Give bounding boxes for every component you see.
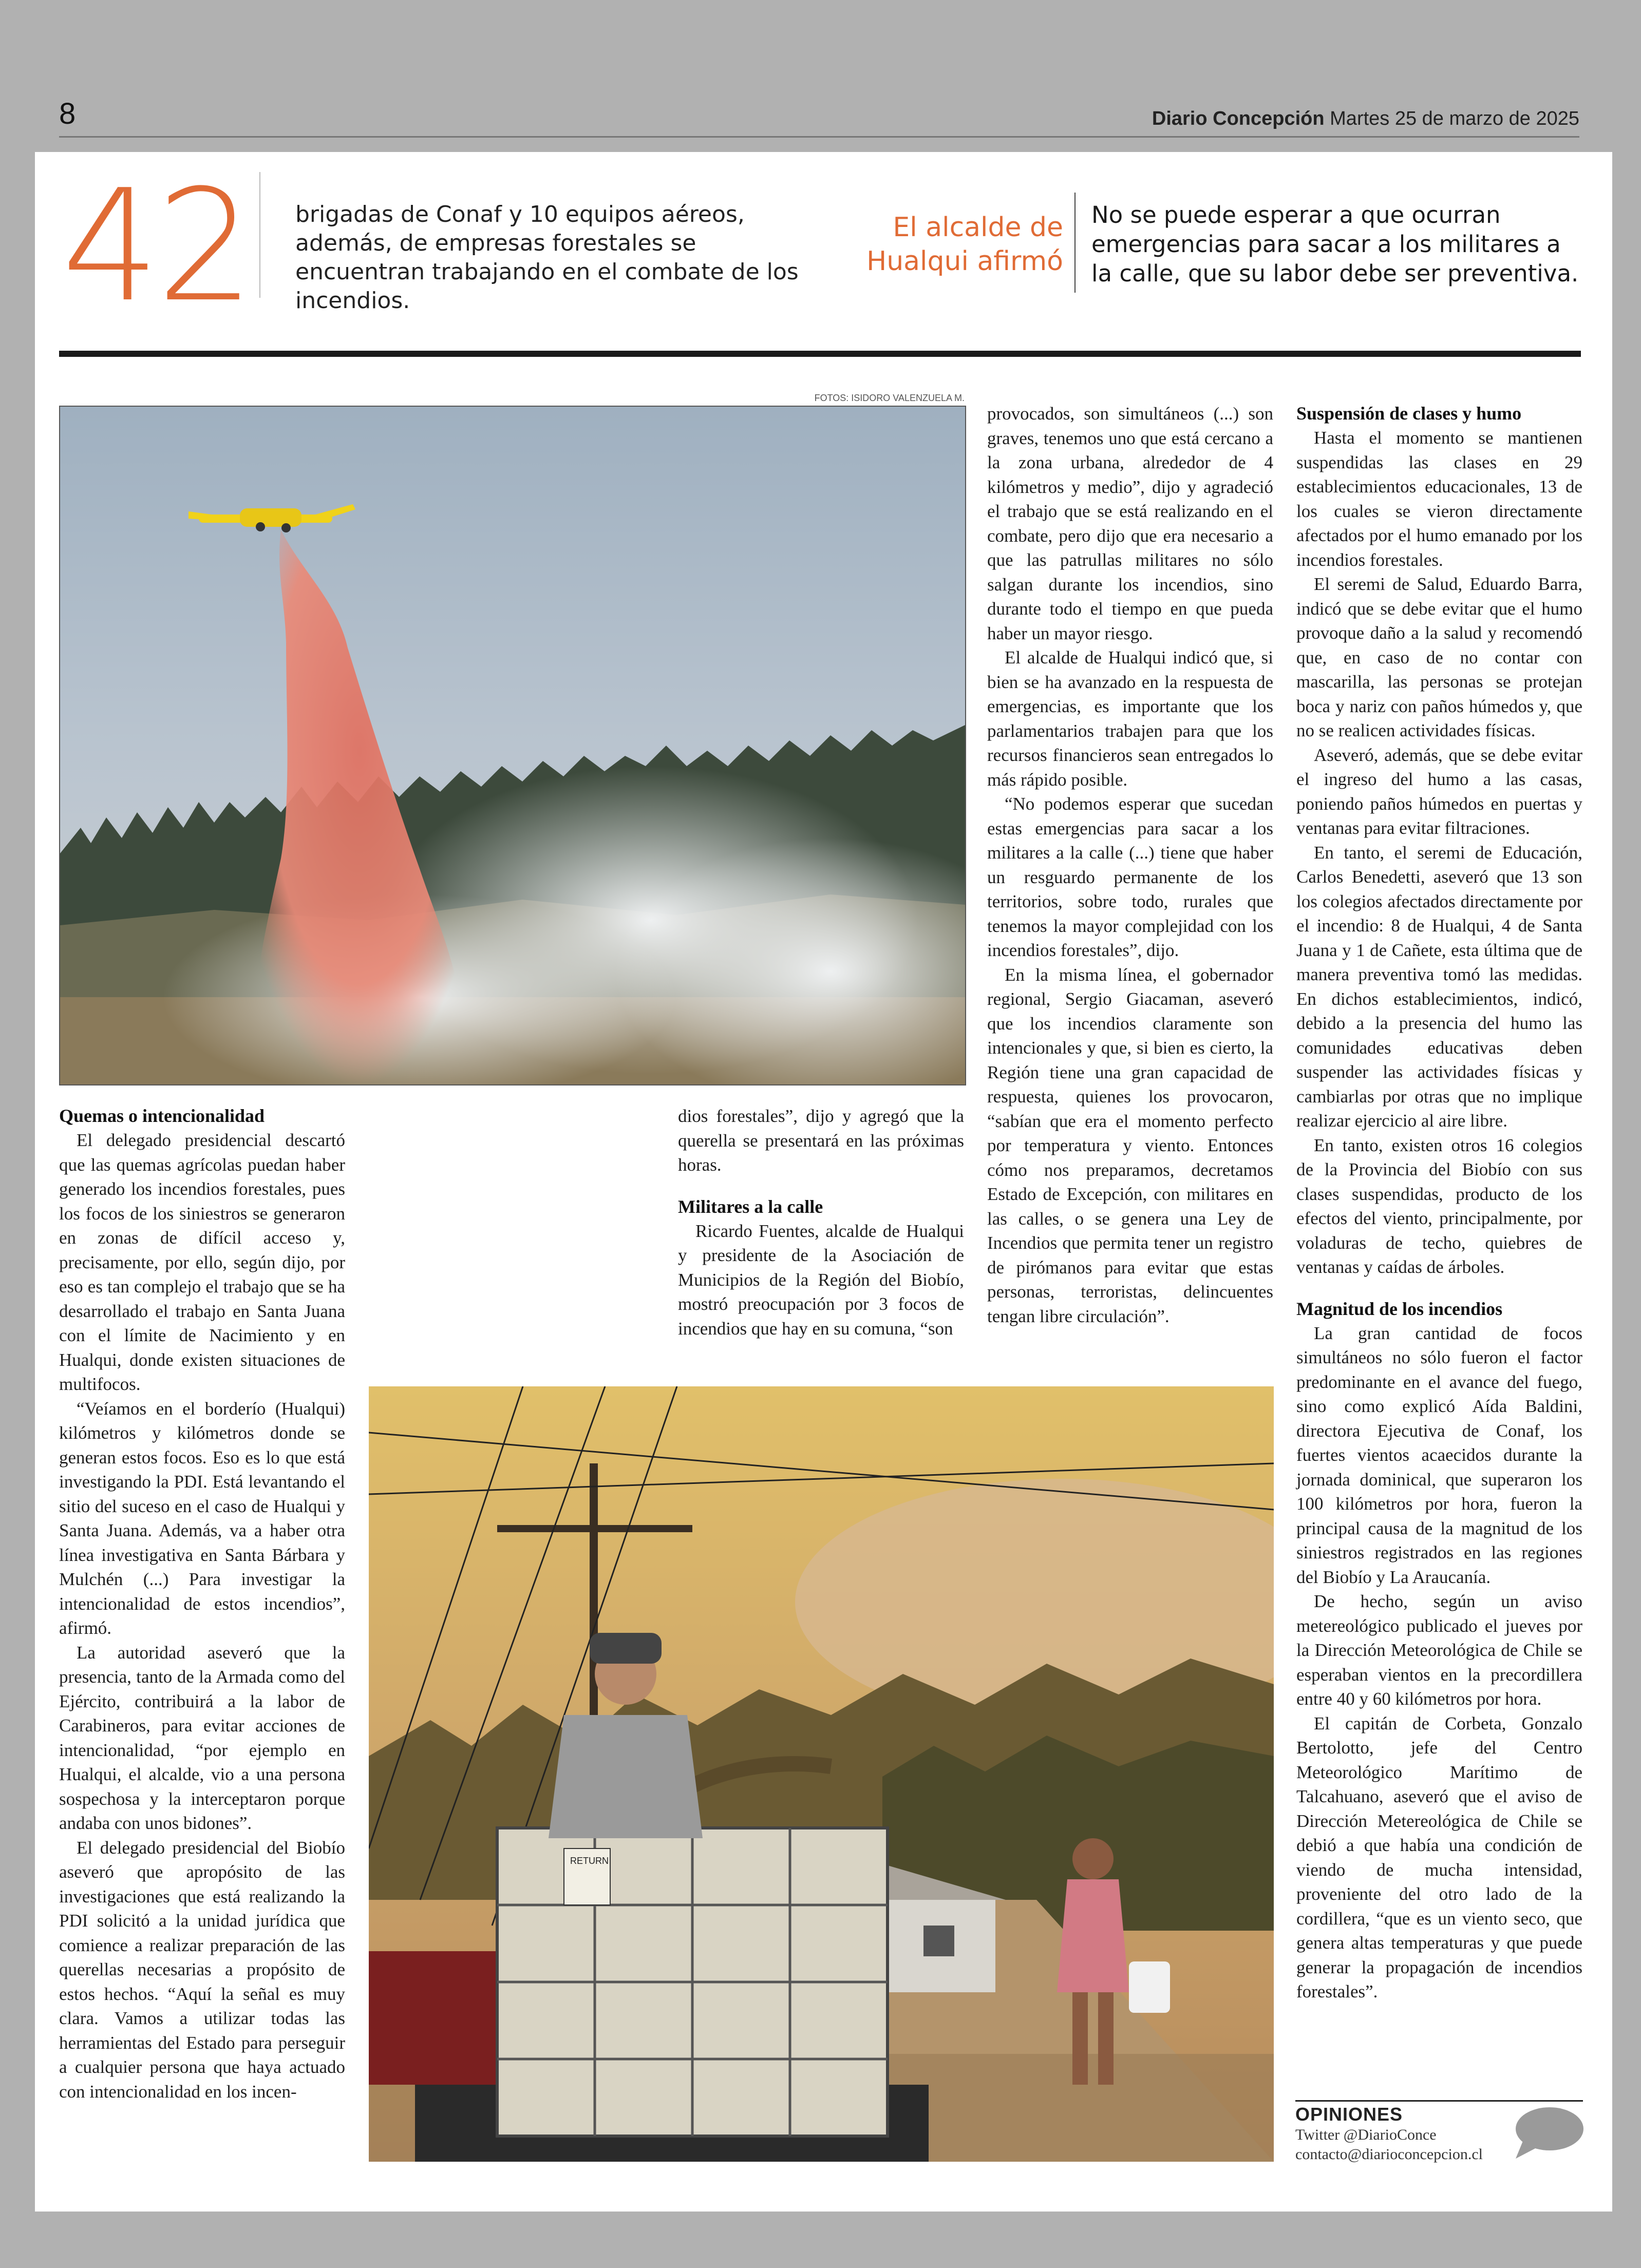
paragraph: En la misma línea, el gobernador regional, Sergio Giacaman, aseveró que los incendios claramente son intencionales y que, si bien es cierto, la Región tiene una gran capacidad de respuesta, quienes los provocaron, “sabían que era el momento perfecto por temperatura y viento. Entonces cómo nos preparamos, decretamos Estado de Excepción, con militares en las calles, o se genera una Ley de Incendios que permita tener un registro de pirómanos para evitar que estas personas, terroristas, delincuentes tengan libre circulación”. (987, 964, 1273, 1326)
subheading-magnitud: Magnitud de los incendios (1296, 1298, 1503, 1319)
paragraph: En tanto, existen otros 16 colegios de la Provincia del Biobío con sus clases suspendidas, producto de los efectos del viento, principalmente, por voladuras de techo, quiebres de ventanas y caídas de árboles. (1296, 1135, 1582, 1277)
paragraph: La gran cantidad de focos simultáneos no sólo fueron el factor predominante en el avance del fuego, sino como explicó Aída Baldini, directora Ejecutiva de Conaf, los fuertes vientos acaecidos durante la jornada dominical, que superaron los 100 kilómetros por hora, fueron la principal causa de la magnitud de los siniestros registrados en las regiones del Biobío y La Araucanía. (1296, 1323, 1582, 1587)
paragraph: El delegado presidencial descartó que las quemas agrícolas puedan haber generado los incendios forestales, pues los focos de los siniestros se generaron en zonas de difícil acceso y, precisamente, por ello, según dijo, por eso es tan complejo el trabajo que se ha desarrollado el trabajo en Santa Juana con el límite de Nacimiento y en Hualqui, donde existen situaciones de multifocos. (59, 1130, 345, 1394)
paragraph: En tanto, el seremi de Educación, Carlos Benedetti, aseveró que 13 son los colegios afectados directamente por el incendio: 8 de Hualqui, 4 de Santa Juana y 1 de Cañete, esta última que de manera preventiva tomó las medidas. En dichos establecimientos, indicó, debido a la presencia del humo las comunidades educativas deben suspender las actividades físicas y cambiarlas por otras que no implique realizar ejercicio al aire libre. (1296, 842, 1582, 1131)
section-rule (59, 351, 1581, 357)
paragraph: “Veíamos en el borderío (Hualqui) kilómetros y kilómetros donde se generan estos focos. Eso es lo que está investigando la PDI. Está levantando el sitio del suceso en el caso de Hualqui y Santa Juana. Además, va a haber otra línea investigativa en Santa Bárbara y Mulchén (...) Para investigar la intencionalidad de estos incendios”, afirmó. (59, 1398, 345, 1638)
highlight-number: 42 (62, 157, 252, 336)
newspaper-name: Diario Concepción (1152, 108, 1325, 129)
subheading-suspension: Suspensión de clases y humo (1296, 403, 1522, 424)
opinions-title: OPINIONES (1295, 2104, 1403, 2125)
paragraph: La autoridad aseveró que la presencia, tanto de la Armada como del Ejército, contribuirá a la labor de Carabineros, para evitar acciones de intencionalidad, “por ejemplo en Hualqui, el alcalde, vio a una persona sospechosa y la interceptaron porque andaba con unos bidones”. (59, 1642, 345, 1833)
issue-date: Martes 25 de marzo de 2025 (1330, 108, 1579, 129)
paragraph: El seremi de Salud, Eduardo Barra, indicó que se debe evitar que el humo provoque daño a la salud y recomendó que, en caso de no contar con mascarilla, las personas se protejan boca y nariz con paños húmedos y, que no se realicen actividades físicas. (1296, 574, 1582, 740)
highlight-text: brigadas de Conaf y 10 equipos aéreos, además, de empresas forestales se encuentran trabajando en el combate de los incendios. (295, 201, 799, 314)
photo-aircraft-drop (59, 406, 966, 1085)
paragraph: El delegado presidencial del Biobío aseveró que apropósito de las investigaciones que está realizando la PDI solicitó a la unidad jurídica que comience a realizar preparación de las querellas necesarias a propósito de estos hechos. “Aquí la señal es muy clara. Vamos a utilizar todas las herramientas del Estado para perseguir a cualquier persona que haya actuado con intencionalidad en los incen- (59, 1837, 345, 2102)
speech-bubble-icon (1513, 2105, 1585, 2164)
paragraph: El alcalde de Hualqui indicó que, si bien se ha avanzado en la respuesta de emergencias, es importante que los parlamentarios trabajen para que los recursos financieros sean entregados lo más rápido posible. (987, 647, 1273, 790)
highlight-divider (259, 172, 260, 298)
tank-label: RETURN (570, 1856, 609, 1866)
subheading-militares: Militares a la calle (678, 1196, 823, 1217)
paragraph: provocados, son simultáneos (...) son graves, tenemos uno que está cercano a la zona urbana, alrededor de 4 kilómetros y medio”, dijo y agradeció el trabajo que se está realizando en el combate, pero dijo que era necesario a que las patrullas militares no sólo salgan durante los incendios, sino durante todo el tiempo en que pueda haber un mayor riesgo. (987, 404, 1273, 643)
masthead (1152, 108, 1579, 130)
page-number: 8 (59, 97, 76, 130)
paragraph: dios forestales”, dijo y agregó que la querella se presentará en las próximas horas. (678, 1106, 964, 1175)
paragraph: El capitán de Corbeta, Gonzalo Bertolotto, jefe del Centro Meteorológico Marítimo de Talcahuano, aseveró que el aviso de Dirección Metereológica de Chile se debió a que había una condición de viendo de mucha intensidad, proveniente del otro lado de la cordillera, “que es un viento seco, que genera altas temperaturas y que puede generar la propagación de incendios forestales”. (1296, 1713, 1582, 2002)
contact-email: contacto@diarioconcepcion.cl (1295, 2146, 1483, 2163)
article-column-2 (678, 1104, 964, 1341)
article-column-3 (987, 402, 1273, 1328)
photo-credit: FOTOS: ISIDORO VALENZUELA M. (814, 393, 965, 403)
photo-water-truck (369, 1386, 1274, 2162)
paragraph: Ricardo Fuentes, alcalde de Hualqui y presidente de la Asociación de Municipios de la Región del Biobío, mostró preocupación por 3 focos de incendios que hay en su comuna, “son (678, 1221, 964, 1339)
header-rule (59, 136, 1579, 138)
article-column-1 (59, 1104, 345, 2104)
paragraph: “No podemos esperar que sucedan estas emergencias para sacar a los militares a la calle (...) tiene que haber un resguardo permanente de los territorios, sobre todo, rurales que tenemos la mayor complejidad con los incendios forestales”, dijo. (987, 794, 1273, 960)
pull-quote: No se puede esperar a que ocurran emergencias para sacar a los militares a la calle, que su labor debe ser preventiva. (1091, 201, 1579, 287)
quote-divider (1074, 193, 1076, 293)
article-column-4 (1296, 402, 1582, 2004)
paragraph: Hasta el momento se mantienen suspendidas las clases en 29 establecimientos educacionales, 13 de los cuales se vieron directamente afectados por el humo emanado por los incendios forestales. (1296, 428, 1582, 570)
twitter-handle: Twitter @DiarioConce (1295, 2126, 1437, 2143)
subheading-quemas: Quemas o intencionalidad (59, 1106, 265, 1126)
paragraph: De hecho, según un aviso metereológico publicado el jueves por la Dirección Meteorológica de Chile se esperaban vientos en la precordillera entre 40 y 60 kilómetros por hora. (1296, 1591, 1582, 1709)
quote-attribution: El alcalde de Hualqui afirmó (866, 212, 1063, 277)
paragraph: Aseveró, además, que se debe evitar el ingreso del humo a las casas, poniendo paños húmedos en puertas y ventanas para evitar filtraciones. (1296, 745, 1582, 838)
